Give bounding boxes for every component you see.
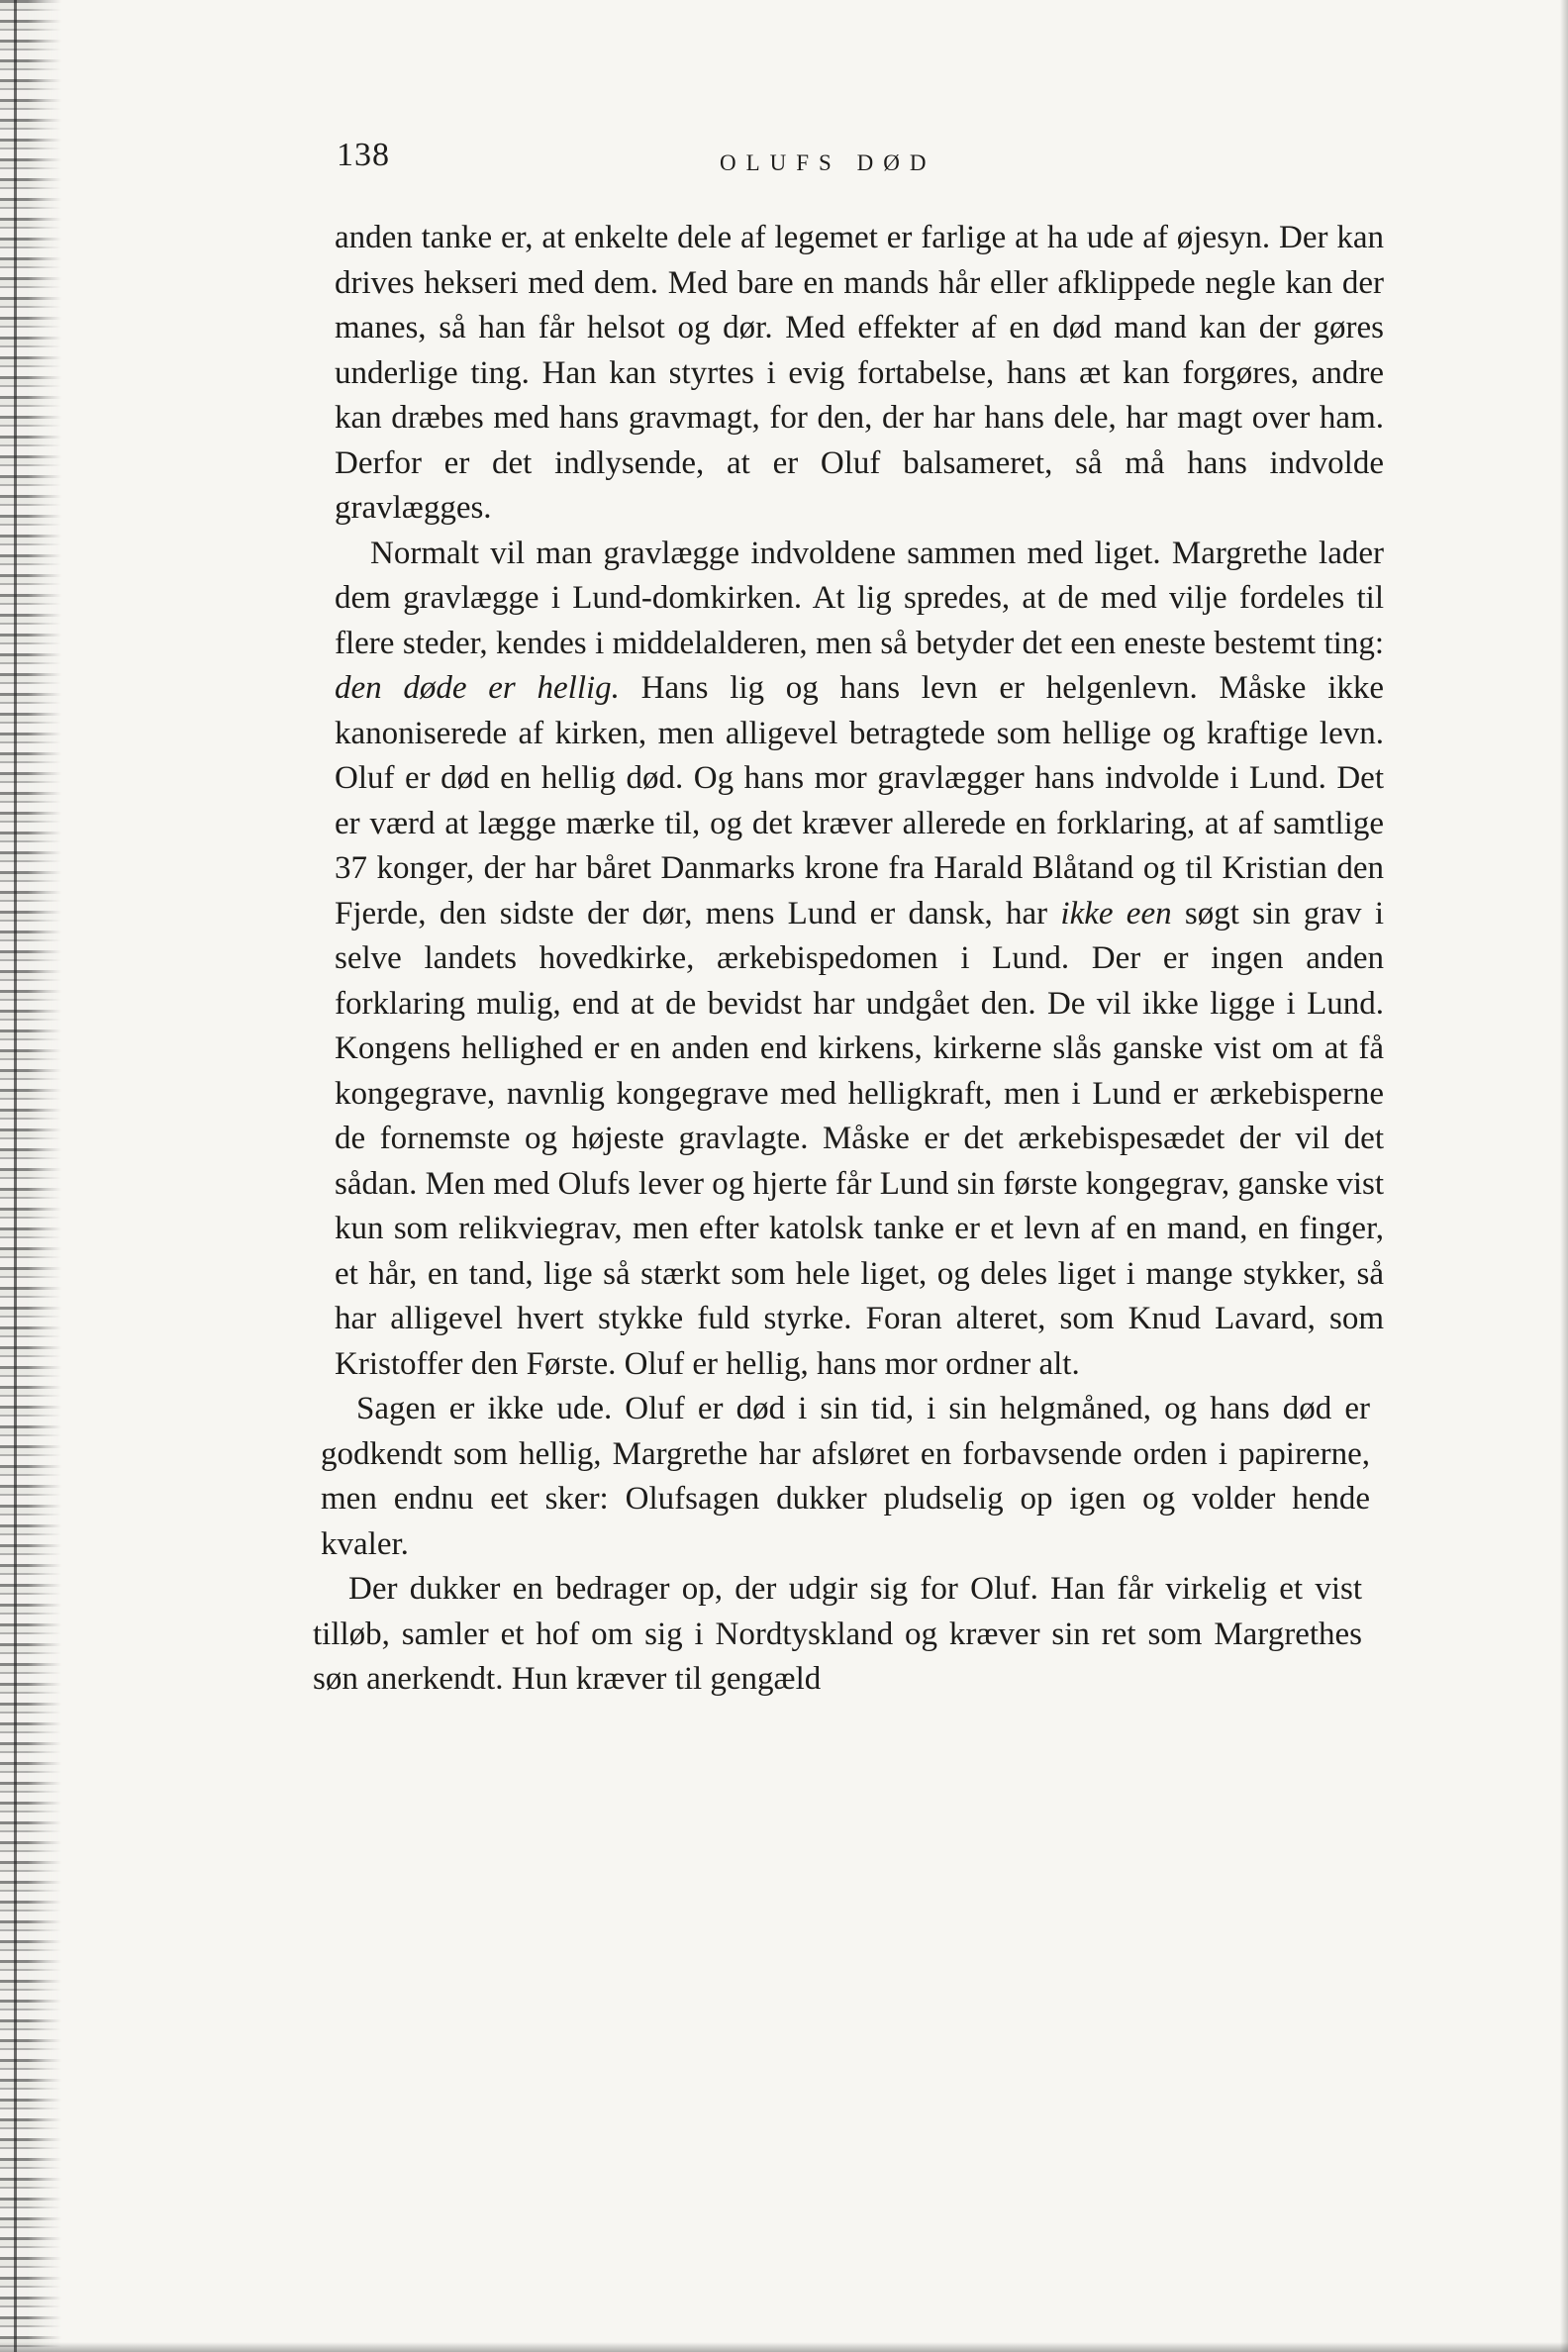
paragraph-3: Sagen er ikke ude. Oluf er død i sin tid, i sin helgmåned, og hans død er godkendt som hellig, Margrethe har afsløret en forbavsende orden i papirerne, men endnu eet sker: Olufsagen dukker pludselig op igen og volder hende kvaler.: [321, 1391, 1370, 1562]
binding-edge: [0, 0, 61, 2352]
paragraph-2: [335, 532, 1384, 1388]
page-bottom-edge: [0, 2342, 1568, 2352]
paragraph-2-emphasis-1: den døde er hellig.: [335, 670, 620, 706]
running-head: OLUFS DØD: [720, 150, 936, 175]
paragraph-1: anden tanke er, at enkelte dele af legemet er farlige at ha ude af øjesyn. Der kan drives hekseri med dem. Med bare en mands hår eller afklippede negle kan der manes, så han får helsot og dør. Med effekter af en død mand kan der gøres underlige ting. Han kan styrtes i evig fortabelse, hans æt kan forgøres, andre kan dræbes med hans gravmagt, for den, der har hans dele, har magt over ham. Derfor er det indlysende, at er Oluf balsameret, så må hans indvolde gravlægges.: [335, 220, 1384, 526]
paragraph-4: Der dukker en bedrager op, der udgir sig for Oluf. Han får virkelig et vist tilløb, samler et hof om sig i Nordtyskland og kræver sin ret som Margrethes søn anerkendt. Hun kræver til gengæld: [313, 1571, 1362, 1697]
paragraph-2-part-b: Hans lig og hans levn er helgenlevn. Måske ikke kanoniserede af kirken, men alligevel betragtede som hellige og kraftige levn. Oluf er død en hellig død. Og hans mor gravlægger hans indvolde i Lund. Det er værd at lægge mærke til, og det kræver allerede en forklaring, at af samtlige 37 konger, der har båret Danmarks krone fra Harald Blåtand og til Kristian den Fjerde, den sidste der dør, mens Lund er dansk, har: [335, 670, 1385, 931]
paragraph-2-part-c: søgt sin grav i selve landets hovedkirke, ærkebispedomen i Lund. Der er ingen anden forklaring mulig, end at de bevidst har undgået den. De vil ikke ligge i Lund. Kongens hellighed er en anden end kirkens, kirkerne slås ganske vist om at få kongegrave, navnlig kongegrave med helligkraft, men i Lund er ærkebisperne de fornemste og højeste gravlagte. Måske er det ærkebispesædet der vil det sådan. Men med Olufs lever og hjerte får Lund sin første kongegrav, ganske vist kun som relikviegrav, men efter katolsk tanke er et levn af en mand, en finger, et hår, en tand, lige så stærkt som hele liget, og deles liget i mange stykker, så har alligevel hvert stykke fuld styrke. Foran alteret, som Knud Lavard, som Kristoffer den Første. Oluf er hellig, hans mor ordner alt.: [335, 895, 1384, 1382]
paragraph-2-part-a: Normalt vil man gravlægge indvoldene sammen med liget. Margrethe lader dem gravlægge i Lund-domkirken. At lig spredes, at de med vilje fordeles til flere steder, kendes i middelalderen, men så betyder det een eneste bestemt ting:: [335, 535, 1384, 661]
paragraph-2-emphasis-2: ikke een: [1060, 895, 1172, 931]
page-header: [337, 137, 1384, 186]
page-number: 138: [337, 137, 390, 173]
binding-line: [14, 0, 17, 2352]
body-text: [313, 216, 1385, 1703]
page-right-edge: [1560, 0, 1568, 2352]
